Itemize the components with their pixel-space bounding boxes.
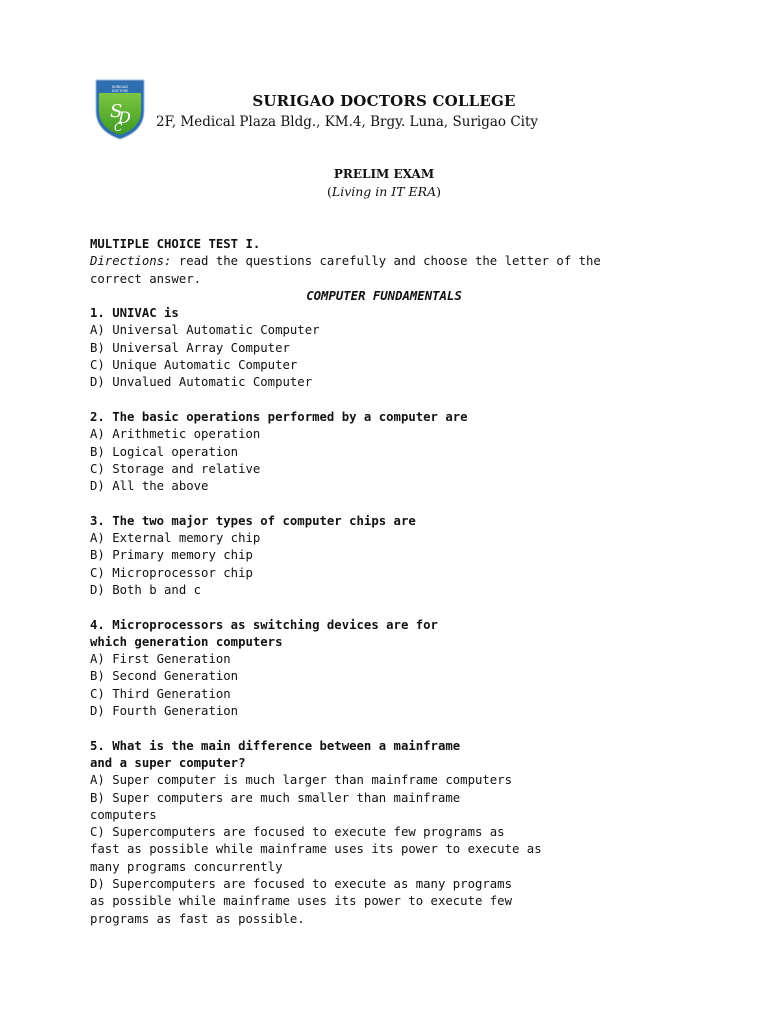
- question-spacer: [90, 720, 690, 737]
- directions-text: read the questions carefully and choose the letter of the: [171, 254, 601, 269]
- answer-option: C) Third Generation: [90, 686, 231, 701]
- answer-option: many programs concurrently: [90, 859, 283, 874]
- answer-option: B) Primary memory chip: [90, 548, 253, 563]
- answer-option: C) Unique Automatic Computer: [90, 358, 298, 373]
- answer-option: B) Universal Array Computer: [90, 340, 290, 355]
- answer-option: A) Universal Automatic Computer: [90, 323, 320, 338]
- question-stem: 1. UNIVAC is: [90, 306, 179, 321]
- subtitle-paren-close: ): [436, 184, 441, 199]
- question-stem: 3. The two major types of computer chips are: [90, 513, 416, 528]
- college-name: SURIGAO DOCTORS COLLEGE: [252, 92, 516, 110]
- answer-option: C) Supercomputers are focused to execute few programs as: [90, 825, 505, 840]
- question-spacer: [90, 599, 690, 616]
- answer-option: C) Microprocessor chip: [90, 565, 253, 580]
- exam-title: PRELIM EXAM: [333, 167, 435, 181]
- svg-text:SURIGAO: SURIGAO: [111, 85, 129, 89]
- answer-option: B) Super computers are much smaller than mainframe: [90, 790, 461, 805]
- directions: [90, 253, 690, 270]
- svg-text:D: D: [118, 108, 131, 127]
- subtitle-paren-open: (: [327, 184, 332, 199]
- directions-label: Directions:: [90, 254, 172, 269]
- answer-option: B) Logical operation: [90, 444, 239, 459]
- question-block: [90, 617, 690, 738]
- question-stem: 2. The basic operations performed by a computer are: [90, 409, 468, 424]
- exam-body: [90, 236, 690, 928]
- test-heading: MULTIPLE CHOICE TEST I.: [90, 237, 261, 251]
- svg-text:C: C: [114, 121, 123, 134]
- answer-option: as possible while mainframe uses its power to execute few: [90, 894, 512, 909]
- question-block: [90, 738, 690, 928]
- svg-text:S: S: [110, 101, 123, 122]
- college-address: 2F, Medical Plaza Bldg., KM.4, Brgy. Luna, Surigao City: [156, 114, 539, 130]
- answer-option: D) All the above: [90, 479, 209, 494]
- answer-option: A) Arithmetic operation: [90, 427, 261, 442]
- answer-option: A) First Generation: [90, 652, 231, 667]
- answer-option: A) External memory chip: [90, 531, 261, 546]
- question-block: [90, 305, 690, 409]
- question-spacer: [90, 392, 690, 409]
- question-list: [90, 305, 690, 928]
- answer-option: programs as fast as possible.: [90, 911, 305, 926]
- answer-option: C) Storage and relative: [90, 461, 261, 476]
- question-stem: and a super computer?: [90, 755, 246, 770]
- question-stem: which generation computers: [90, 634, 283, 649]
- answer-option: B) Second Generation: [90, 669, 239, 684]
- section-title: COMPUTER FUNDAMENTALS: [306, 288, 462, 303]
- answer-option: A) Super computer is much larger than mainframe computers: [90, 773, 512, 788]
- answer-option: computers: [90, 807, 157, 822]
- question-stem: 5. What is the main difference between a mainframe: [90, 738, 461, 753]
- question-spacer: [90, 495, 690, 512]
- question-stem: 4. Microprocessors as switching devices are for: [90, 617, 438, 632]
- answer-option: fast as possible while mainframe uses its power to execute as: [90, 842, 542, 857]
- svg-text:DOCTORS: DOCTORS: [112, 89, 128, 93]
- directions-continued: correct answer.: [90, 271, 202, 286]
- course-name: Living in IT ERA: [331, 184, 437, 199]
- question-block: [90, 513, 690, 617]
- answer-option: D) Fourth Generation: [90, 704, 239, 719]
- answer-option: D) Both b and c: [90, 582, 202, 597]
- answer-option: D) Supercomputers are focused to execute as many programs: [90, 876, 512, 891]
- answer-option: D) Unvalued Automatic Computer: [90, 375, 313, 390]
- question-block: [90, 409, 690, 513]
- exam-subtitle: [0, 184, 768, 199]
